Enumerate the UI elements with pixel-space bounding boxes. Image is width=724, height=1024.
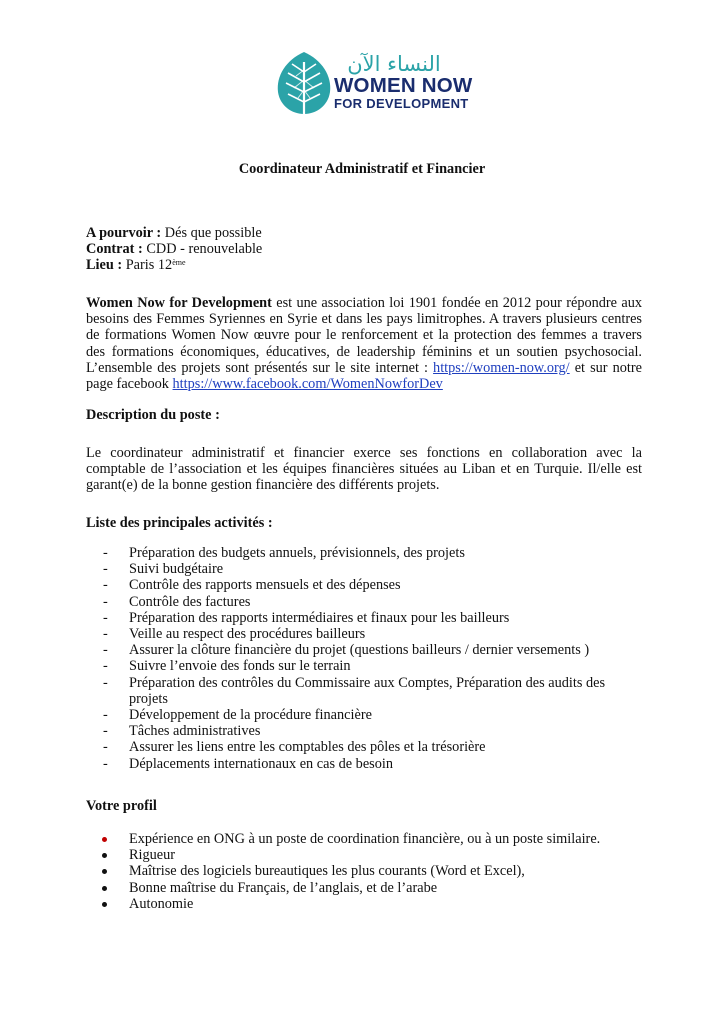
dash-bullet: - (103, 674, 108, 691)
activity-item (86, 756, 642, 772)
dash-bullet: - (103, 739, 108, 756)
bullet-dot-icon (102, 886, 107, 891)
activity-text: Contrôle des factures (129, 593, 251, 610)
activity-text: Préparation des contrôles du Commissaire aux Comptes, Préparation des audits des projets (129, 674, 606, 707)
meta-lieu (86, 257, 642, 273)
profile-heading: Votre profil (86, 798, 157, 814)
leaf-icon (274, 50, 334, 116)
meta-contrat (86, 241, 642, 257)
meta-lieu-label: Lieu : (86, 257, 123, 274)
activity-item (86, 561, 642, 577)
activity-text: Suivre l’envoie des fonds sur le terrain (129, 658, 351, 675)
activity-text: Tâches administratives (129, 723, 261, 740)
dash-bullet: - (103, 707, 108, 724)
activity-text: Déplacements internationaux en cas de besoin (129, 755, 393, 772)
logo-line-1: WOMEN NOW (334, 74, 473, 97)
activity-item (86, 642, 642, 658)
profile-text: Maîtrise des logiciels bureautiques les plus courants (Word et Excel), (129, 863, 525, 880)
dash-bullet: - (103, 723, 108, 740)
dash-bullet: - (103, 561, 108, 578)
meta-lieu-superscript: ème (172, 258, 186, 268)
dash-bullet: - (103, 626, 108, 643)
activity-text: Préparation des rapports intermédiaires et finaux pour les bailleurs (129, 609, 510, 626)
description-paragraph: Le coordinateur administratif et financier exerce ses fonctions en collaboration avec la comptable de l’association et les équipes financières situées au Liban et en Turquie. Il/elle est garant(e) de la bonne gestion financière des différents projets. (86, 445, 642, 494)
activity-text: Assurer les liens entre les comptables des pôles et la trésorière (129, 739, 486, 756)
meta-pourvoir (86, 225, 642, 241)
bullet-dot-icon (102, 853, 107, 858)
meta-pourvoir-label: A pourvoir : (86, 225, 162, 241)
profile-list (86, 831, 642, 912)
activities-list (86, 545, 642, 772)
activity-text: Préparation des budgets annuels, prévisionnels, des projets (129, 545, 465, 561)
activity-item (86, 675, 642, 707)
activity-text: Suivi budgétaire (129, 561, 224, 578)
dash-bullet: - (103, 755, 108, 772)
profile-text: Bonne maîtrise du Français, de l’anglais, et de l’arabe (129, 879, 438, 896)
activity-text: Veille au respect des procédures bailleurs (129, 626, 366, 643)
bullet-dot-icon (102, 902, 107, 907)
dash-bullet: - (103, 593, 108, 610)
website-link[interactable]: https://women-now.org/ (433, 359, 570, 376)
intro-text-1: est une association loi 1901 fondée en 2012 pour répondre aux besoins des Femmes Syriennes en Syrie et dans les pays limitrophes. A travers plusieurs centres de formations Women Now œuvre pour le renforcement et la protection des femmes a travers des formations économiques, éducatives, de leadership féminins et un soutien psychosocial. L’ensemble des projets sont présentés sur le site internet : (86, 295, 642, 376)
dash-bullet: - (103, 658, 108, 675)
org-name: Women Now for Development (86, 295, 272, 311)
meta-lieu-value: Paris 12 (122, 257, 173, 274)
dash-bullet: - (103, 577, 108, 594)
profile-item (86, 863, 642, 879)
activity-item (86, 545, 642, 561)
profile-text: Autonomie (129, 895, 194, 912)
profile-item (86, 847, 642, 863)
activity-item (86, 626, 642, 642)
activity-item (86, 594, 642, 610)
activity-item (86, 723, 642, 739)
profile-text: Rigueur (129, 847, 176, 864)
activity-item (86, 739, 642, 755)
activity-text: Développement de la procédure financière (129, 707, 372, 724)
logo-wordmark (334, 52, 472, 111)
facebook-link[interactable]: https://www.facebook.com/WomenNowforDev (172, 376, 443, 393)
bullet-dot-icon (102, 837, 107, 842)
profile-item (86, 896, 642, 912)
activity-item (86, 577, 642, 593)
meta-pourvoir-value: Dés que possible (161, 225, 262, 241)
dash-bullet: - (103, 642, 108, 659)
activity-text: Contrôle des rapports mensuels et des dépenses (129, 577, 401, 594)
profile-item (86, 880, 642, 896)
intro-paragraph (86, 295, 642, 392)
activity-text: Assurer la clôture financière du projet (questions bailleurs / dernier versements ) (129, 642, 590, 659)
intro-text-2: et sur notre page facebook (86, 359, 642, 393)
dash-bullet: - (103, 609, 108, 626)
profile-item (86, 831, 642, 847)
logo-arabic-text: النساء الآن (347, 52, 441, 76)
meta-contrat-label: Contrat : (86, 241, 143, 258)
dash-bullet: - (103, 545, 108, 561)
meta-contrat-value: CDD - renouvelable (142, 241, 263, 258)
job-meta (86, 225, 642, 274)
logo-line-2: FOR DEVELOPMENT (334, 96, 469, 111)
activity-item (86, 707, 642, 723)
activity-item (86, 610, 642, 626)
page-title: Coordinateur Administratif et Financier (238, 161, 486, 177)
activity-item (86, 658, 642, 674)
bullet-dot-icon (102, 869, 107, 874)
description-heading: Description du poste : (86, 407, 220, 423)
profile-text: Expérience en ONG à un poste de coordination financière, ou à un poste similaire. (129, 831, 601, 847)
activities-heading: Liste des principales activités : (86, 515, 273, 531)
